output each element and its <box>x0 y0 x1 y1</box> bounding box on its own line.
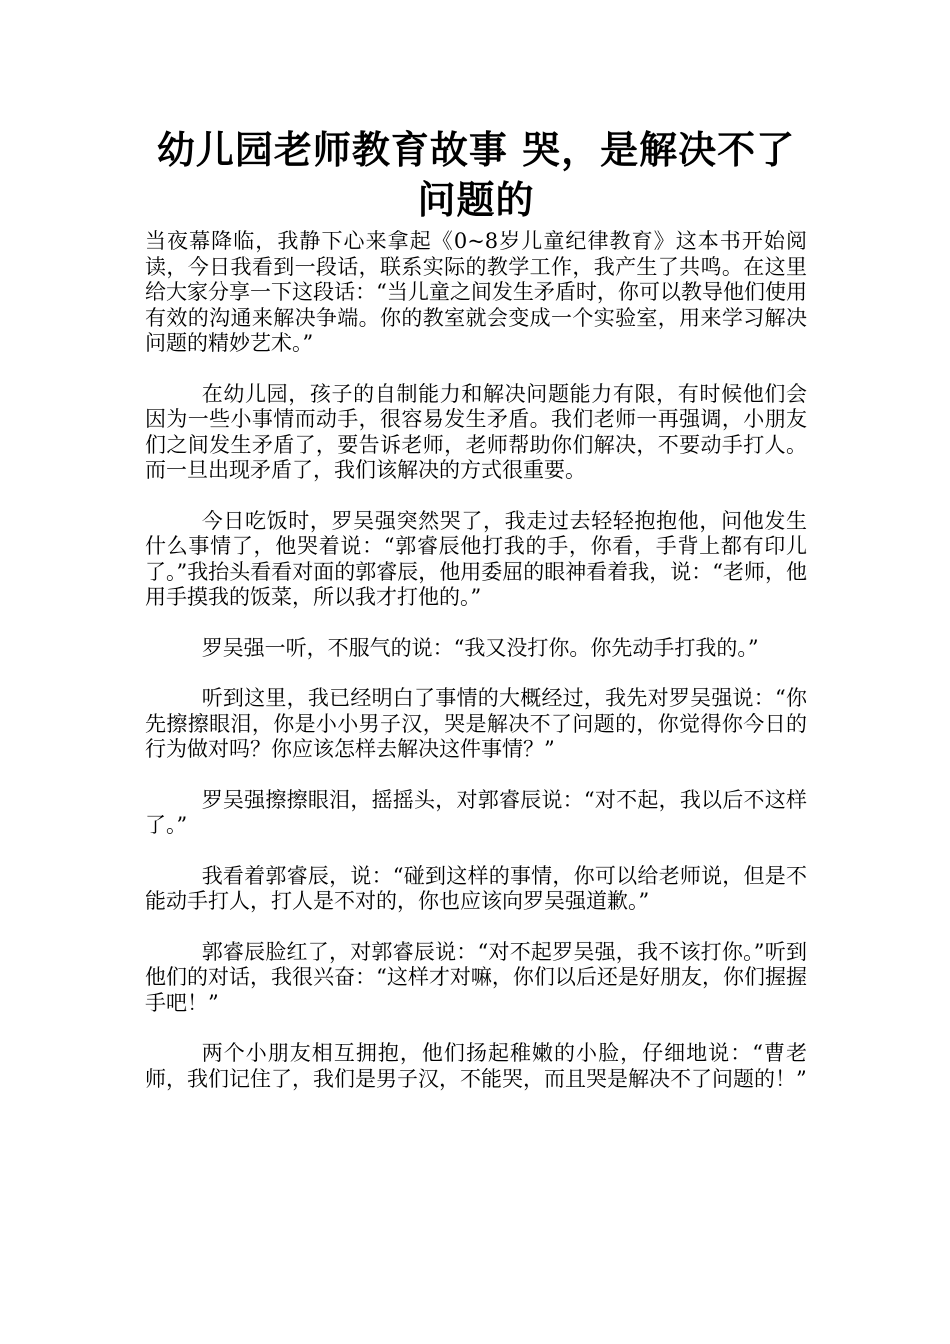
document-page <box>145 125 807 1117</box>
document-title: 幼儿园老师教育故事 哭，是解决不了问题的 <box>156 128 796 222</box>
paragraph-1: 当夜幕降临，我静下心来拿起《0~8岁儿童纪律教育》这本书开始阅读，今日我看到一段话，联系实际的教学工作，我产生了共鸣。在这里给大家分享一下这段话：“当儿童之间发生矛盾时，你可以教导他们使用有效的沟通来解决争端。你的教室就会变成一个实验室，用来学习解决问题的精妙艺术。” <box>145 229 807 355</box>
paragraph-6: 罗吴强擦擦眼泪，摇摇头，对郭睿辰说：“对不起，我以后不这样了。” <box>145 787 807 837</box>
paragraph-2: 在幼儿园，孩子的自制能力和解决问题能力有限，有时候他们会因为一些小事情而动手，很容易发生矛盾。我们老师一再强调，小朋友们之间发生矛盾了，要告诉老师，老师帮助你们解决，不要动手打人。而一旦出现矛盾了，我们该解决的方式很重要。 <box>145 381 807 482</box>
paragraph-8: 郭睿辰脸红了，对郭睿辰说：“对不起罗吴强，我不该打你。”听到他们的对话，我很兴奋：“这样才对嘛，你们以后还是好朋友，你们握握手吧！” <box>145 939 807 1015</box>
document-body <box>145 229 807 1092</box>
paragraph-4: 罗吴强一听，不服气的说：“我又没打你。你先动手打我的。” <box>201 635 759 660</box>
paragraph-3: 今日吃饭时，罗吴强突然哭了，我走过去轻轻抱抱他，问他发生什么事情了，他哭着说：“郭睿辰他打我的手，你看，手背上都有印儿了。”我抬头看看对面的郭睿辰，他用委屈的眼神看着我，说：“老师，他用手摸我的饭菜，所以我才打他的。” <box>145 508 807 609</box>
paragraph-7: 我看着郭睿辰，说：“碰到这样的事情，你可以给老师说，但是不能动手打人，打人是不对的，你也应该向罗吴强道歉。” <box>145 863 807 913</box>
paragraph-9: 两个小朋友相互拥抱，他们扬起稚嫩的小脸，仔细地说：“曹老师，我们记住了，我们是男子汉，不能哭，而且哭是解决不了问题的！” <box>145 1041 807 1091</box>
paragraph-5: 听到这里，我已经明白了事情的大概经过，我先对罗吴强说：“你先擦擦眼泪，你是小小男子汉，哭是解决不了问题的，你觉得你今日的行为做对吗？你应该怎样去解决这件事情？” <box>145 686 807 761</box>
